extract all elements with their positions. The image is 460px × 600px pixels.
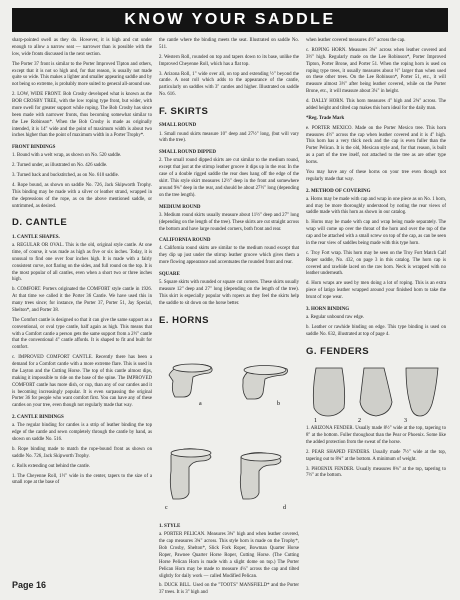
- paragraph: 1. Bound with a welt wrap, as shown on No. 520 saddle.: [12, 153, 122, 159]
- paragraph: when leather covered measures 4½" across the cap.: [306, 38, 406, 43]
- paragraph: 2. Western Roll, rounded on top and tapers down to its base, unlike the Improved Cheyenne Roll, which has a flat top.: [159, 54, 299, 67]
- paragraph: b. COMFORT. Porters originated the COMFORT style cantle in 1926. At that time we called it the Porter 36 Cantle. We have used this in many trees since; for instance, the Porter 37, Porter 51, Jay Special, Shelton*, and Porter 38.: [12, 287, 152, 313]
- horn-a-drawing: [169, 364, 212, 397]
- subheading: SQUARE: [159, 272, 180, 278]
- horn-c-drawing: [170, 449, 211, 499]
- section-heading: G. FENDERS: [306, 345, 370, 357]
- paragraph: 4. California round skirts are similar to the medium round except that they dip up just under the stirrup leather groove which gives them a more flowing appearance and accentuates the rounded front and rear.: [159, 246, 299, 266]
- paragraph: a. Regular unbound raw edge.: [306, 315, 365, 321]
- paragraph: b. Rope binding made to match the rope-bound front as shown on saddle No. 726, Jack Skipworth Trophy.: [12, 446, 152, 459]
- figure-label: d: [283, 505, 286, 512]
- horn-d-drawing: [240, 453, 281, 500]
- paragraph: 3. PHOENIX FENDER. Usually measures 8¾" at the top, tapering to 7½" at the bottom.: [306, 466, 446, 479]
- paragraph: sharp-pointed swell as they do. However, it is high and cut under enough to allow a narrow seat — narrower than is possible with the low, wide fronts discussed in the next section.: [12, 38, 152, 57]
- paragraph: c. IMPROVED COMFORT CANTLE. Recently there has been a demand for a Comfort cantle with a more extreme flare. This is used in the Layton and the Cutting Horse. The top of this cantle almost dips, making it impossible to ride on the base of the spine. The IMPROVED COMFORT cantle has more dish, or cup, than any of our cantles and it is becoming increasingly popular. It is even surpassing the original Porter 36 for people who want comfort first. You can have any of these cantles on your tree, even though not regularly made that way.: [12, 355, 152, 409]
- paragraph: c. Rolls extending out behind the cantle.: [12, 463, 91, 469]
- paragraph: 4. Rope bound, as shown on saddle No. 726, Jack Skipworth Trophy. This binding may be made with a silver or leather strand, wrapped in the depressions of the rope, as on the above mentioned saddle, or untrimmed, as desired.: [12, 182, 152, 209]
- paragraph: c. Troy Fort wrap. This horn may be seen on the Troy Fort Match Calf Roper saddle, No. 432, on page 3 in this catalog. The horn cap is covered and rawhide laced on the raw horn. Neck is wrapped with no leather underneath.: [306, 250, 446, 277]
- horn-b-drawing: [243, 366, 288, 400]
- paragraph: 3. Medium round skirts usually measure about 11½" deep and 27" long (depending on the length of the tree). These skirts are cut straight across the bottom and have large rounded corners, both front and rear.: [159, 212, 299, 232]
- subheading: FRONT BINDINGS: [12, 145, 56, 151]
- figure-label: 1: [314, 418, 317, 425]
- section-heading: E. HORNS: [159, 314, 209, 326]
- fenders-illustration: [306, 362, 446, 425]
- paragraph: a. PORTER PELICAN. Measures 3¾" high and when leather covered, the cap measures 3¾" across. This style horn is made on the Trophy*, Bob Crosby, Shelton*, Slick Fork Roper, Bowman Quarter Horse Roper, Pawnee Quarter Horse Roper, Cutting Horse. (The Cutting Horse Pelican Horn is made with a slight dome on top.) The Porter Pelican Horn may be made to measure 4¼" across the cap and tilted slightly for daily work — called Modified Pelican.: [159, 532, 299, 579]
- subheading: SMALL ROUND DIPPED: [159, 150, 216, 156]
- paragraph: 2. The small round dipped skirts are cut similar to the medium round, except that just at the stirrup leather groove it dips up in the rear. In the case of a double rigged saddle the rear does hang off the edge of the skirt. This style skirt measures 12½" deep in the front and somewhere around 9¾" deep in the rear, and should be about 27½" long (depending on the tree length).: [159, 158, 299, 198]
- paragraph: b. DUCK BILL. Used on the "TOOTS" MANSFIELD* and the Porter 37 trees. It is 3" high and: [159, 583, 299, 596]
- section-heading: D. CANTLE: [12, 217, 68, 229]
- subheading: 2. CANTLE BINDINGS: [12, 415, 64, 421]
- paragraph: b. Leather or rawhide binding on edge. This type binding is used on saddle No. 632, illustrated at top of page 4.: [306, 324, 446, 337]
- figure-label: c: [165, 505, 168, 512]
- subheading: SMALL ROUND: [159, 123, 197, 129]
- paragraph: The Porter 37 front is similar to the Porter Improved Tipton and others, except that it is not so high and, for that reason, is usually not made quite so wide. This makes a lighter and smaller appearing saddle and by not being so extreme, is probably more suited to general all-around use.: [12, 61, 152, 88]
- column-2: [159, 38, 299, 596]
- page-title-banner: [12, 8, 448, 32]
- fender-1-drawing: [313, 368, 344, 416]
- paragraph: a. Horns may be made with cap and wrap in one piece as on No. 1 horn, and may be more thoroughly understood by noting the rear views of saddle made with this horn as shown in our catalog.: [306, 196, 446, 216]
- fender-3-drawing: [406, 368, 438, 416]
- paragraph: 1. Small round skirts measure 10" deep and 27½" long, (but will vary with the tree).: [159, 131, 299, 144]
- paragraph: 1. The Cheyenne Roll, 1½" wide in the center, tapers to the size of a small rope at the base of: [12, 473, 152, 486]
- horns-illustration-2: [159, 427, 299, 519]
- paragraph: d. DALLY HORN. This horn measures 4" high and 2¾" across. The added height and tilted cap makes this horn ideal for the daily man.: [306, 99, 446, 111]
- section-heading: F. SKIRTS: [159, 106, 209, 117]
- page-number: Page 16: [12, 580, 47, 590]
- paragraph: 3. Turned back and buckstitched, as on No. 610 saddle.: [12, 173, 119, 179]
- paragraph: the cantle where the binding meets the seat. Illustrated on saddle No. 511.: [159, 38, 299, 50]
- paragraph: 2. PEAR SHAPED FENDERS. Usually made 7½" wide at the top, tapering out to 8¾" at the bottom. A minimum of weight.: [306, 449, 446, 462]
- paragraph: b. Horns may be made with cap and wrap being made separately. The wrap will come up over the throat of the horn and over the top of the cap and be attached with a small screw on top of the cap, as can be seen in the rear view of saddles being made with this type horn.: [306, 220, 446, 246]
- horns-illustration: [159, 331, 299, 423]
- paragraph: The Comfort cantle is designed so that it can give the same support as a conventional, or oval type cantle, half again as high. This means that with a Comfort cantle a person gets the same support from a 2½" cantle that the conventional 4" cantle affords. It is shaped to fit and built for comfort.: [12, 317, 152, 351]
- subheading: 3. HORN BINDING: [306, 306, 350, 312]
- subheading: 1. CANTLE SHAPES.: [12, 234, 60, 240]
- paragraph: a. REGULAR OR OVAL. This is the old, original style cantle. At one time, of course, it was made as high as five or six inches. Today, it is unusual to find one over four inches high. It is made with a fairly consistent curve, not flaring on the sides, and full round on the top. It is the most popular of all cantles, even when a short two or three inches high.: [12, 243, 152, 283]
- paragraph: 3. Arizona Roll, 1" wide over all, on top and extending ½" beyond the cantle. A neat roll which adds to the appearance of the cantle, particularly on saddles with 3" cantles and higher. Illustrated on saddle No. 616.: [159, 71, 299, 98]
- subheading: 2. METHOD OF COVERING: [306, 188, 371, 194]
- figure-label: 3: [404, 418, 407, 425]
- paragraph: 5. Square skirts with rounded or square cut corners. These skirts usually measure 12" deep and 27" long (depending on the length of the tree). This skirt is especially popular with ropers as they feel the skirts help the saddle to sit down on the horse better.: [159, 280, 299, 306]
- figure-label: b: [277, 401, 280, 408]
- column-1: [12, 38, 152, 572]
- page-title: KNOW YOUR SADDLE: [124, 11, 336, 28]
- paragraph: c. ROPING HORN. Measures 3¾" across when leather covered and 3½" high. Regularly made on the Lee Robinson*, Porter Improved Tipton, Porter Brone, and Porter 51. When the roping horn is used on roping type trees, it usually measures about ½" larger than when used on these other trees. On the Lee Robinson*, Porter 51, etc., it will measure almost 3½" after being leather covered, while on the Porter Brone, etc., it will measure about 3¼" in height.: [306, 47, 446, 95]
- figure-label: a: [199, 401, 202, 408]
- subheading: MEDIUM ROUND: [159, 204, 201, 210]
- trademark-note: *Reg. Trade Mark: [306, 115, 345, 121]
- paragraph: 2. Turned under, as illustrated on No. 426 saddle.: [12, 163, 108, 169]
- figure-label: 2: [358, 418, 361, 425]
- fender-2-drawing: [360, 368, 392, 416]
- paragraph: 2. LOW, WIDE FRONT. Bob Crosby developed what is known as the BOB CROSBY TREE, with the low roping type front, but wider, with more swell for greater support while roping. The Bob Crosby has since been made with narrower fronts, thus becoming somewhat similar to the Lee Robinson*. When the Bob Crosby is made as originally intended, it is 14" wide and the point of maximum width is about two inches higher than the point of maximum width in a Porter Trophy*.: [12, 92, 152, 139]
- subheading: 1. STYLE: [159, 524, 181, 530]
- column-3: [306, 38, 446, 572]
- paragraph: 1. ARIZONA FENDER. Usually made 8½" wide at the top, tapering to 8" at the bottom. Fuller throughout than the Pear or Phoenix. Some like the added protection from the sweat of the horse.: [306, 426, 446, 445]
- paragraph: d. Horn wraps are used by men doing a lot of roping. This is an extra piece of latigo leather wrapped around your finished horn to take the brunt of rope wear.: [306, 281, 446, 301]
- paragraph: a. The regular binding for cantles is a strip of leather binding the top edge of the cantle and sewn completely through the cantle by hand, as shown on saddle No. 516.: [12, 423, 152, 443]
- paragraph: e. PORTER MEXICO. Made on the Porter Mexico tree. This horn measures 4½" across the cap when leather covered and it is 4" high. This horn has a very thick neck and the cap is even fuller than the Porter Pelican. It is the old, Mexican style and, for that reason, is built as a part of the tree itself, not attached to the tree as are other type horns.: [306, 125, 446, 165]
- subheading: CALIFORNIA ROUND: [159, 238, 211, 244]
- paragraph: You may have any of these horns on your tree even though not regularly made that way.: [306, 169, 446, 182]
